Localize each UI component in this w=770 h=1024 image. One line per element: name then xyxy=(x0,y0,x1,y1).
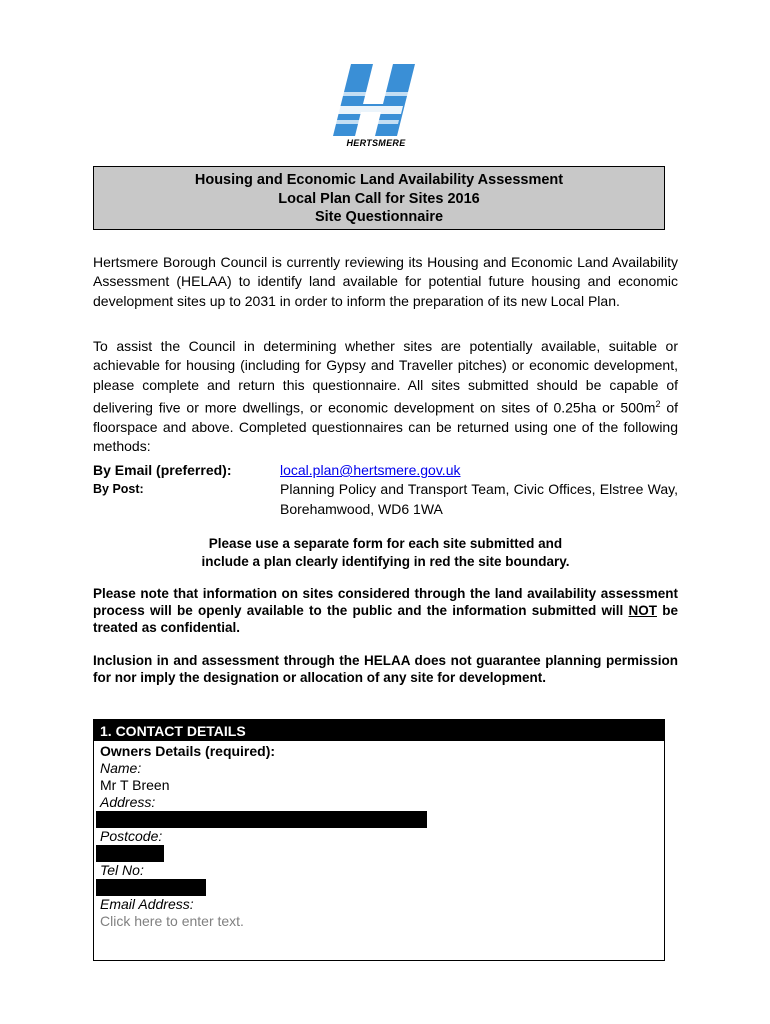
post-address: Planning Policy and Transport Team, Civic Offices, Elstree Way, Borehamwood, WD6 1WA xyxy=(280,481,678,517)
intro-paragraph-1: Hertsmere Borough Council is currently reviewing its Housing and Economic Land Availability Assessment (HELAA) to identify land available for potential future housing and economic development sites up to 2031 in order to inform the preparation of its new Local Plan. xyxy=(93,254,678,309)
helaa-disclaimer: Inclusion in and assessment through the HELAA does not guarantee planning permission for nor imply the designation or allocation of any site for development. xyxy=(93,653,678,685)
address-label: Address: xyxy=(100,794,156,810)
intro-p2-a: To assist the Council in determining whether sites are potentially available, suitable or achievable for housing (including for Gypsy and Traveller pitches) or economic development, please complete and return this questionnaire. All sites submitted should be capable of delivering five or more dwellings, or economic development on sites of 0.25ha or 500m xyxy=(93,338,678,416)
post-method-row xyxy=(93,480,678,519)
intro-paragraph-2 xyxy=(93,337,678,456)
form-note-line-2: include a plan clearly identifying in red the site boundary. xyxy=(201,554,570,569)
superscript-2: 2 xyxy=(655,398,661,409)
info-note-a: Please note that information on sites considered through the land availability assessment process will be openly available to the public and the information submitted will xyxy=(93,586,678,618)
separate-form-note xyxy=(93,535,678,571)
info-note-not: NOT xyxy=(628,603,657,618)
intro-p2-b: of floorspace and above. Completed questionnaires can be returned using one of the following methods: xyxy=(93,399,678,455)
name-label: Name: xyxy=(100,760,142,776)
email-method-label: By Email (preferred): xyxy=(93,462,232,478)
return-methods xyxy=(93,461,678,519)
owners-details-label: Owners Details (required): xyxy=(100,743,276,759)
confidentiality-note xyxy=(93,585,678,636)
email-method-row xyxy=(93,461,678,480)
form-note-line-1: Please use a separate form for each site submitted and xyxy=(208,536,563,551)
title-line-2: Local Plan Call for Sites 2016 xyxy=(278,190,480,207)
name-value[interactable]: Mr T Breen xyxy=(100,777,170,793)
tel-redaction[interactable] xyxy=(96,879,206,896)
email-address-label: Email Address: xyxy=(100,896,194,912)
postcode-label: Postcode: xyxy=(100,828,163,844)
title-line-3: Site Questionnaire xyxy=(314,209,444,225)
info-note-b: be treated as confidential. xyxy=(93,603,678,635)
tel-label: Tel No: xyxy=(100,862,144,878)
contact-details-section xyxy=(93,719,665,961)
logo-text: HERTSMERE xyxy=(346,138,406,148)
post-method-label: By Post: xyxy=(93,482,144,497)
address-redaction[interactable] xyxy=(96,811,427,828)
title-line-1: Housing and Economic Land Availability Assessment xyxy=(194,172,564,188)
section-heading: 1. CONTACT DETAILS xyxy=(94,720,664,741)
email-address-input[interactable]: Click here to enter text. xyxy=(100,913,244,929)
email-link[interactable]: local.plan@hertsmere.gov.uk xyxy=(280,462,461,478)
title-box xyxy=(93,166,665,230)
postcode-redaction[interactable] xyxy=(96,845,164,862)
